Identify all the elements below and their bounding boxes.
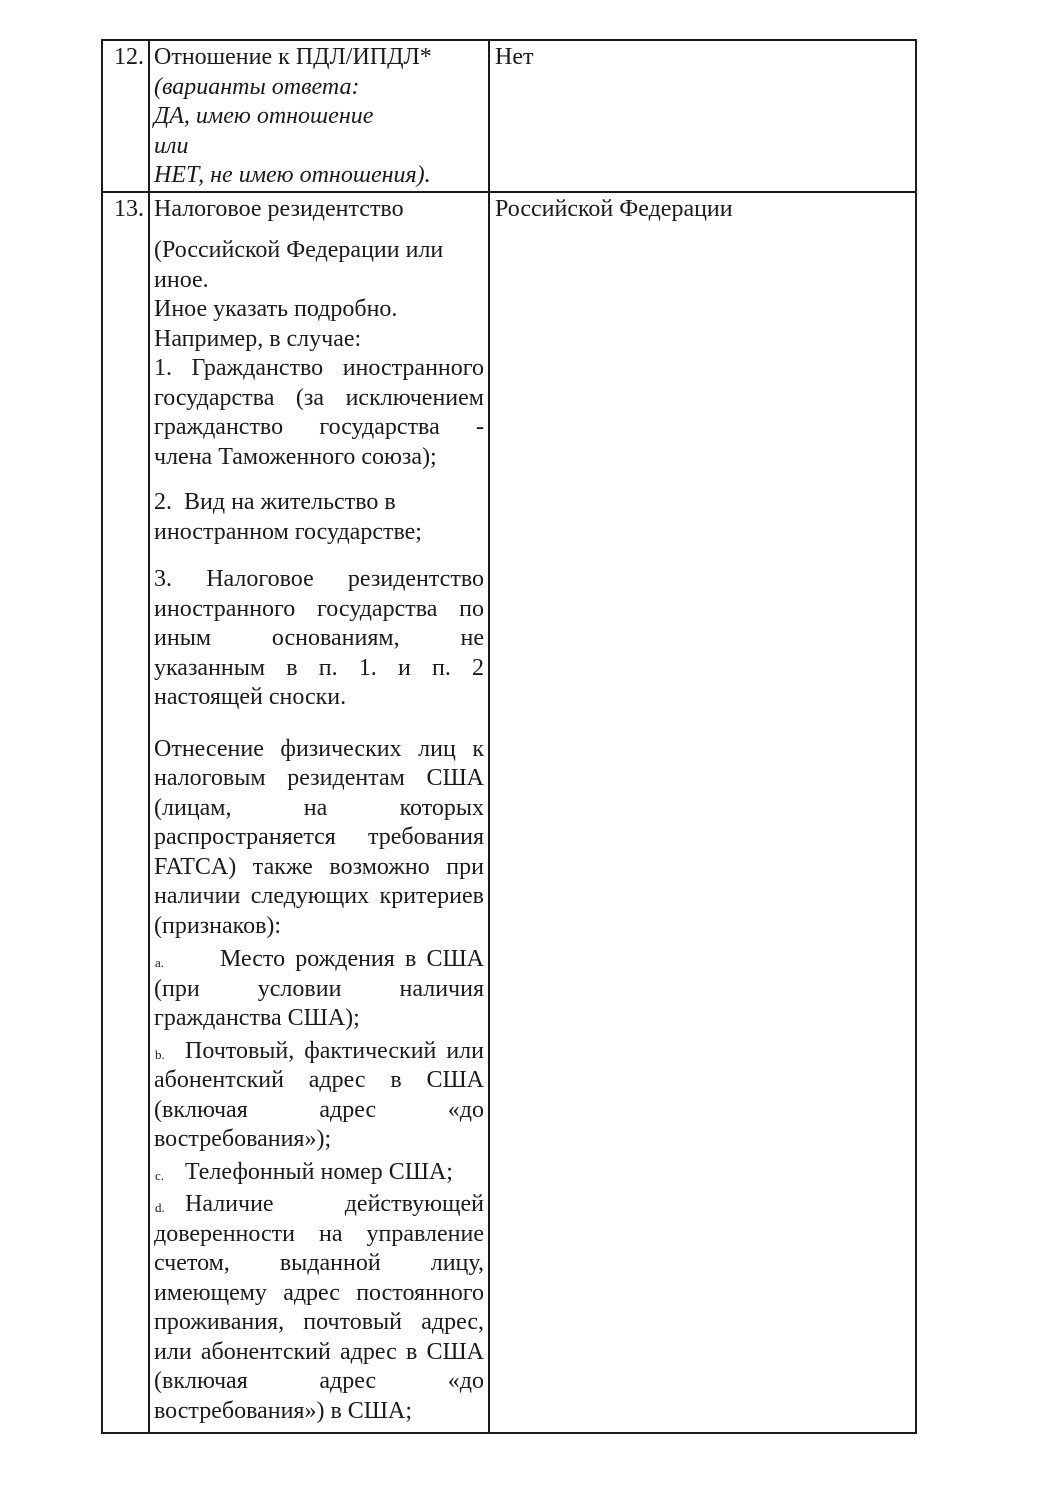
row-12-question-title: Отношение к ПДЛ/ИПДЛ*	[154, 44, 432, 70]
row-13-criterion-a	[154, 945, 484, 1034]
row-13-case-item-1: 1. Гражданство иностранного государства (за исключением гражданство государства - члена Таможенного союза);	[154, 355, 484, 470]
row-12-answer-option-yes: ДА, имею отношение	[154, 103, 374, 129]
row-13-criterion-c	[154, 1158, 484, 1188]
row-13-number: 13.	[114, 195, 144, 222]
row-12-answer-options-intro: (варианты ответа:	[154, 73, 360, 100]
row-12-answer-cell	[490, 41, 915, 191]
criterion-b-text: Почтовый, фактический или абонентский адрес в США (включая адрес «до востребования»);	[154, 1037, 484, 1152]
questionnaire-table	[101, 39, 917, 1434]
row-13-intro-line-2: Иное указать подробно.	[154, 296, 398, 322]
row-13-intro-line-1: (Российской Федерации или иное.	[154, 237, 444, 293]
row-12-answer-option-no: НЕТ, не имею отношения).	[154, 162, 431, 188]
criterion-b-marker: b.	[155, 1046, 165, 1062]
table-row-13	[103, 191, 915, 1432]
row-13-number-cell	[103, 193, 150, 1432]
row-12-answer-option-or: или	[154, 132, 189, 159]
row-13-criterion-b	[154, 1037, 484, 1155]
criterion-d-text: Наличие действующей доверенности на управление счетом, выданной лицу, имеющему адрес постоянного проживания, почтовый адрес, или абонентский адрес в США (включая адрес «до востребования») в США;	[154, 1191, 484, 1424]
row-12-question-cell	[150, 41, 490, 191]
row-13-intro-line-3: Например, в случае:	[154, 325, 362, 352]
table-row-12	[103, 41, 915, 191]
row-13-case-item-2: 2. Вид на жительство в иностранном государстве;	[154, 489, 422, 545]
row-13-criterion-d	[154, 1190, 484, 1426]
row-13-answer-value: Российской Федерации	[495, 195, 733, 222]
criterion-a-marker: a.	[155, 955, 165, 970]
row-13-answer-cell	[490, 193, 915, 1432]
criterion-c-text: Телефонный номер США;	[185, 1158, 453, 1185]
row-13-question-title: Налоговое резидентство	[154, 195, 404, 222]
row-12-number: 12.	[114, 44, 144, 70]
row-12-number-cell	[103, 41, 150, 191]
criterion-c-marker: c.	[155, 1167, 165, 1183]
row-13-case-item-3: 3. Налоговое резидентство иностранного государства по иным основаниям, не указанным в п. 1. и п. 2 настоящей сноски.	[154, 566, 484, 710]
criterion-a-text: Место рождения в США (при условии наличия гражданства США);	[154, 946, 484, 1031]
row-13-fatca-note: Отнесение физических лиц к налоговым резидентам США (лицам, на которых распространяется требования FATCA) также возможно при наличии следующих критериев (признаков):	[154, 735, 484, 939]
criterion-d-marker: d.	[155, 1200, 165, 1215]
row-13-question-cell	[150, 193, 490, 1432]
row-12-answer-value: Нет	[495, 44, 534, 70]
